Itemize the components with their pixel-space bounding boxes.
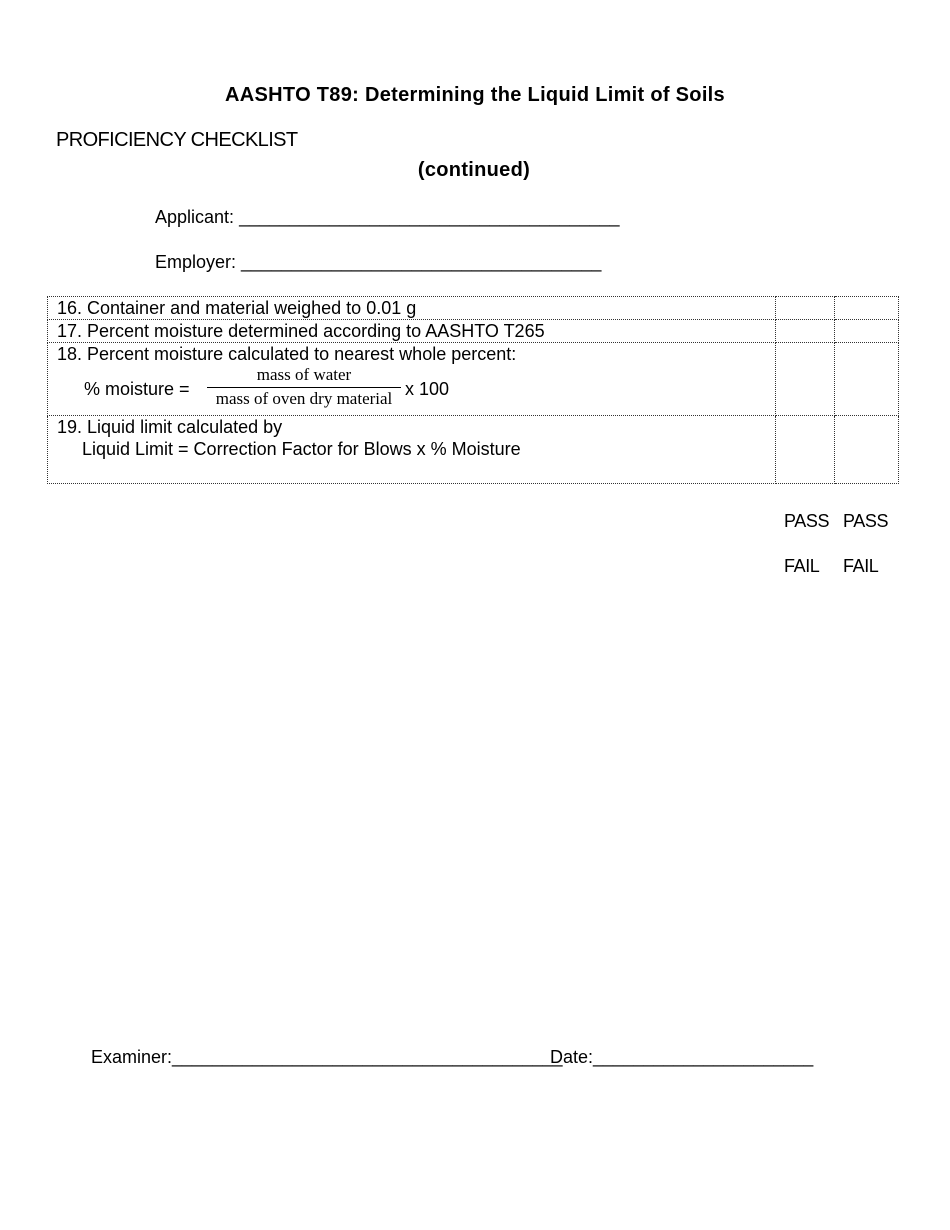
trial-2-checkbox-19[interactable] [835,416,899,484]
examiner-field[interactable] [91,1047,562,1068]
trial-1-checkbox-18[interactable] [776,343,835,416]
checklist-item-19-cell [48,416,776,484]
liquid-limit-formula: Liquid Limit = Correction Factor for Blows x % Moisture [82,439,521,459]
date-field[interactable] [550,1047,813,1068]
trial-1-checkbox-17[interactable] [776,320,835,343]
moisture-formula [57,365,775,413]
formula-lhs: % moisture = [84,379,190,399]
fraction-bar [207,387,401,388]
checklist-item-18-cell [48,343,776,416]
formula-multiplier: x 100 [405,379,450,399]
document-title: AASHTO T89: Determining the Liquid Limit of Soils [225,84,725,106]
table-row [48,297,899,320]
proficiency-checklist-table [47,296,899,484]
applicant-line[interactable]: ______________________________________ [239,207,620,227]
formula-numerator: mass of water [256,365,352,384]
table-row [48,320,899,343]
employer-field[interactable] [155,252,601,273]
formula-fraction [207,365,401,409]
trial-2-checkbox-18[interactable] [835,343,899,416]
checklist-item-18: 18. Percent moisture calculated to nearest whole percent: [57,344,517,364]
date-line[interactable]: ______________________ [593,1047,814,1067]
trial-2-checkbox-16[interactable] [835,297,899,320]
employer-line[interactable]: ____________________________________ [241,252,602,272]
examiner-label: Examiner: [91,1047,173,1067]
applicant-label: Applicant: [155,207,235,227]
checklist-subtitle: PROFICIENCY CHECKLIST [56,129,298,151]
table-row [48,343,899,416]
date-label: Date: [550,1047,594,1067]
checklist-item-17: 17. Percent moisture determined according to AASHTO T265 [48,320,776,343]
applicant-field[interactable] [155,207,620,228]
checklist-item-19: 19. Liquid limit calculated by [57,417,283,437]
table-row [48,416,899,484]
trial-1-checkbox-19[interactable] [776,416,835,484]
continued-label: (continued) [417,159,531,181]
trial-2-fail-option[interactable]: FAIL [843,556,879,576]
trial-2-checkbox-17[interactable] [835,320,899,343]
trial-1-checkbox-16[interactable] [776,297,835,320]
employer-label: Employer: [155,252,237,272]
trial-1-pass-option[interactable]: PASS [784,511,830,531]
checklist-item-16: 16. Container and material weighed to 0.01 g [48,297,776,320]
examiner-line[interactable]: _______________________________________ [172,1047,563,1067]
trial-2-pass-option[interactable]: PASS [843,511,889,531]
trial-1-fail-option[interactable]: FAIL [784,556,820,576]
formula-denominator: mass of oven dry material [215,389,393,408]
